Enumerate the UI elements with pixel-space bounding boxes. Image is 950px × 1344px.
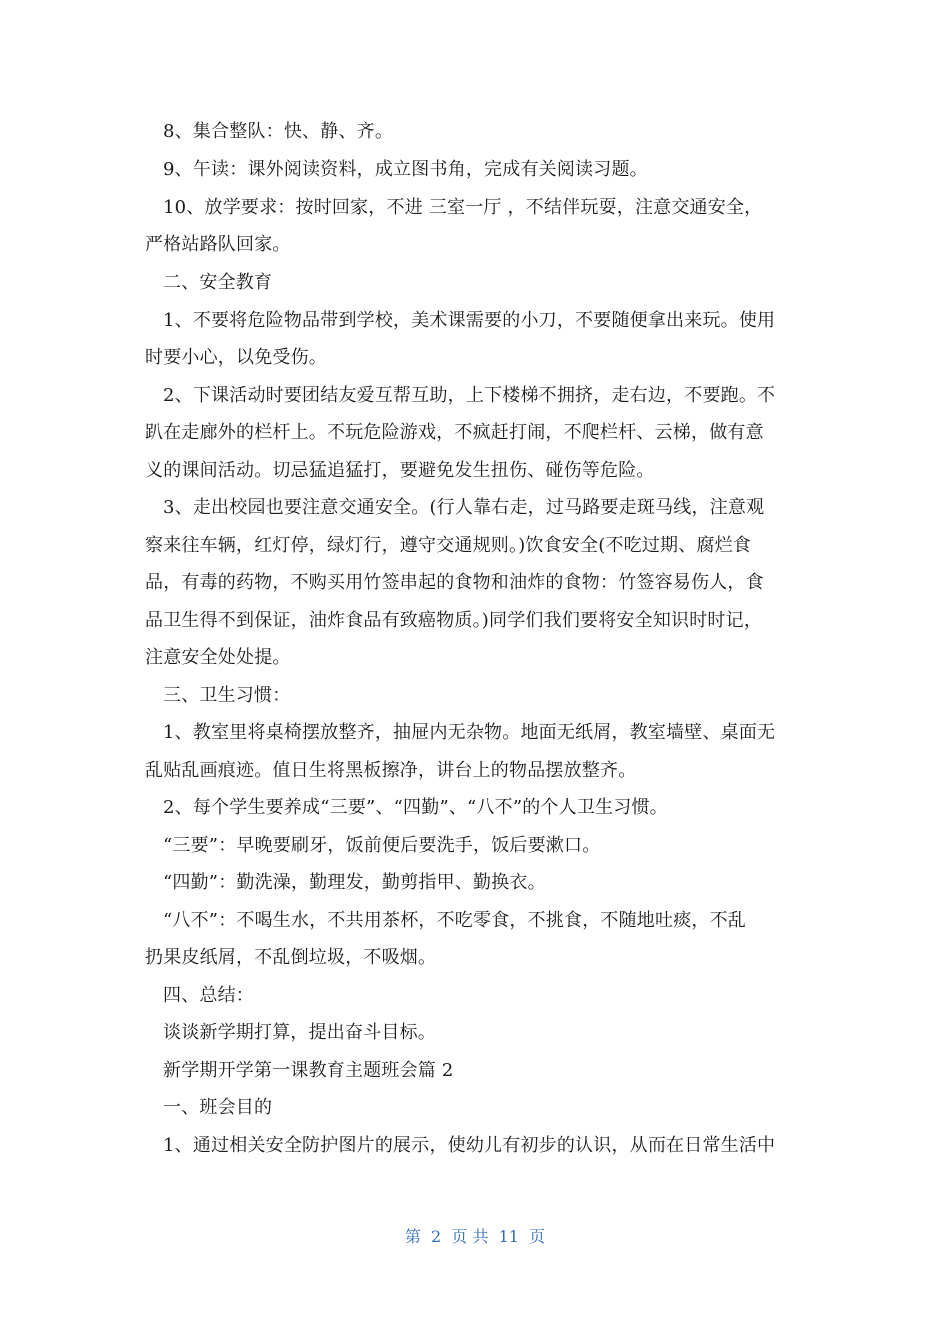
text-line: “三要”：早晚要刷牙，饭前便后要洗手，饭后要漱口。 (163, 835, 601, 856)
text-line: 义的课间活动。切忌猛追猛打，要避免发生扭伤、碰伤等危险。 (145, 460, 655, 481)
text-line: 趴在走廊外的栏杆上。不玩危险游戏，不疯赶打闹，不爬栏杆、云梯，做有意 (145, 422, 764, 443)
text-line: 乱贴乱画痕迹。值日生将黑板擦净，讲台上的物品摆放整齐。 (145, 760, 637, 781)
text-line: “八不”：不喝生水，不共用茶杯，不吃零食，不挑食，不随地吐痰，不乱 (163, 910, 747, 931)
text-line: 严格站路队回家。 (145, 234, 291, 255)
text-line: 时要小心，以免受伤。 (145, 347, 327, 368)
text-line: 品卫生得不到保证，油炸食品有致癌物质。)同学们我们要将安全知识时时记， (145, 610, 763, 631)
text-line: 10、放学要求：按时回家，不进 三室一厅 ，不结伴玩耍，注意交通安全， (163, 197, 763, 218)
text-line: 注意安全处处提。 (145, 647, 291, 668)
text-line: 品，有毒的药物，不购买用竹签串起的食物和油炸的食物：竹签容易伤人，食 (145, 572, 764, 593)
section-heading: 四、总结： (163, 985, 254, 1006)
page-number-footer: 第 2 页 共 11 页 (404, 1227, 546, 1246)
text-line: 2、下课活动时要团结友爱互帮互助，上下楼梯不拥挤，走右边，不要跑。不 (163, 385, 776, 406)
text-line: 察来往车辆，红灯停，绿灯行，遵守交通规则。)饮食安全(不吃过期、腐烂食 (145, 535, 752, 556)
section-heading: 三、卫生习惯： (163, 685, 291, 706)
section-heading: 二、安全教育 (163, 272, 273, 293)
text-line: 9、午读：课外阅读资料，成立图书角，完成有关阅读习题。 (163, 159, 648, 180)
section-heading: 一、班会目的 (163, 1097, 273, 1118)
text-line: 1、教室里将桌椅摆放整齐，抽屉内无杂物。地面无纸屑，教室墙壁、桌面无 (163, 722, 776, 743)
article-title: 新学期开学第一课教育主题班会篇 2 (163, 1060, 454, 1081)
text-line: 谈谈新学期打算，提出奋斗目标。 (163, 1022, 436, 1043)
text-line: 8、集合整队：快、静、齐。 (163, 121, 394, 142)
text-line: 扔果皮纸屑，不乱倒垃圾，不吸烟。 (145, 947, 437, 968)
text-line: 1、通过相关安全防护图片的展示，使幼儿有初步的认识，从而在日常生活中 (163, 1135, 776, 1156)
text-line: “四勤”：勤洗澡，勤理发，勤剪指甲、勤换衣。 (163, 872, 546, 893)
text-line: 3、走出校园也要注意交通安全。(行人靠右走，过马路要走斑马线，注意观 (163, 497, 765, 518)
text-line: 1、不要将危险物品带到学校，美术课需要的小刀，不要随便拿出来玩。使用 (163, 310, 776, 331)
text-line: 2、每个学生要养成“三要”、“四勤”、“八不”的个人卫生习惯。 (163, 797, 668, 818)
